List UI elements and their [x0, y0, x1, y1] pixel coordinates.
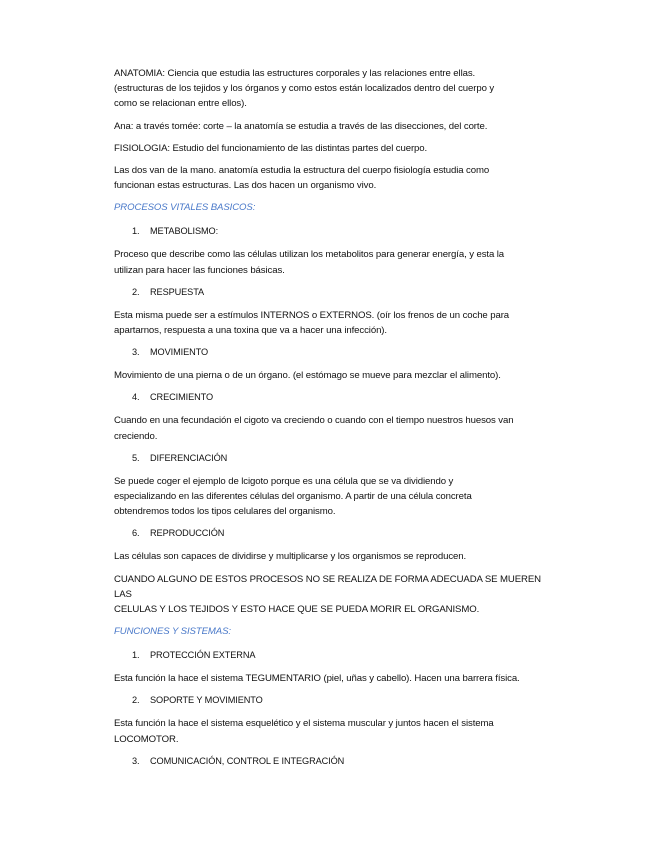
cuando-line-2: CELULAS Y LOS TEJIDOS Y ESTO HACE QUE SE PUEDA MORIR EL ORGANISMO. [114, 604, 480, 616]
list-number: 2. [132, 286, 140, 297]
crecimiento-line-2: creciendo. [114, 430, 158, 442]
soporte-line-1: Esta función la hace el sistema esquelético y el sistema muscular y juntos hacen el sistema [114, 718, 494, 730]
anatomia-line-1: ANATOMIA: Ciencia que estudia las estructures corporales y las relaciones entre ellas. [114, 68, 476, 79]
list-item-respuesta [132, 285, 544, 300]
anatomia-line-3: como se relacionan entre ellos). [114, 98, 247, 110]
ana-paragraph [114, 119, 544, 134]
list-label: COMUNICACIÓN, CONTROL E INTEGRACIÓN [150, 755, 345, 766]
list-number: 5. [132, 452, 140, 463]
list-label: DIFERENCIACIÓN [150, 452, 228, 463]
list-item-comunicacion [132, 754, 544, 769]
list-label: PROTECCIÓN EXTERNA [150, 650, 256, 661]
metabolismo-paragraph [114, 247, 544, 277]
list-label: SOPORTE Y MOVIMIENTO [150, 695, 263, 706]
funciones-heading: FUNCIONES Y SISTEMAS: [114, 626, 231, 638]
list-label: RESPUESTA [150, 286, 205, 297]
list-label: CRECIMIENTO [150, 392, 214, 403]
list-item-crecimiento [132, 390, 544, 405]
list-item-diferenciacion [132, 451, 544, 466]
respuesta-paragraph [114, 308, 544, 338]
dos-line-2: funcionan estas estructuras. Las dos hacen un organismo vivo. [114, 180, 377, 192]
movimiento-paragraph [114, 368, 544, 383]
list-label: REPRODUCCIÓN [150, 528, 225, 539]
proteccion-line: Esta función la hace el sistema TEGUMENTARIO (piel, uñas y cabello). Hacen una barrera física. [114, 673, 520, 685]
list-label: METABOLISMO: [150, 226, 219, 237]
list-item-movimiento [132, 345, 544, 360]
respuesta-line-2: apartarnos, respuesta a una toxina que va a hacer una infección). [114, 325, 387, 337]
diferenciacion-paragraph [114, 474, 544, 520]
list-number: 3. [132, 347, 140, 358]
anatomia-line-2: (estructuras de los tejidos y los órganos y como estos están localizados dentro del cuerpo y [114, 83, 495, 95]
cuando-line-1: CUANDO ALGUNO DE ESTOS PROCESOS NO SE REALIZA DE FORMA ADECUADA SE MUEREN LAS [114, 573, 542, 600]
list-number: 1. [132, 650, 140, 661]
list-number: 1. [132, 226, 140, 237]
ana-line: Ana: a través tomée: corte – la anatomía se estudia a través de las disecciones, del corte. [114, 120, 488, 132]
list-item-reproduccion [132, 526, 544, 541]
list-number: 6. [132, 528, 140, 539]
metabolismo-line-1: Proceso que describe como las células utilizan los metabolitos para generar energía, y esta la [114, 249, 505, 261]
fisiologia-paragraph [114, 141, 544, 156]
reproduccion-paragraph [114, 549, 544, 564]
dos-paragraph [114, 163, 544, 193]
reproduccion-line: Las células son capaces de dividirse y multiplicarse y los organismos se reproducen. [114, 551, 467, 563]
proteccion-paragraph [114, 671, 544, 686]
crecimiento-line-1: Cuando en una fecundación el cigoto va creciendo o cuando con el tiempo nuestros huesos van [114, 415, 514, 427]
dos-line-1: Las dos van de la mano. anatomía estudia la estructura del cuerpo fisiología estudia como [114, 165, 490, 177]
anatomia-paragraph [114, 66, 544, 112]
list-number: 3. [132, 755, 140, 766]
soporte-paragraph [114, 716, 544, 746]
diferenciacion-line-1: Se puede coger el ejemplo de lcigoto porque es una célula que se va dividiendo y [114, 475, 454, 487]
document-body [114, 66, 544, 777]
list-item-proteccion [132, 648, 544, 663]
cuando-paragraph [114, 572, 544, 618]
respuesta-line-1: Esta misma puede ser a estímulos INTERNOS o EXTERNOS. (oír los frenos de un coche para [114, 309, 510, 321]
diferenciacion-line-2: especializando en las diferentes células del organismo. A partir de una célula concreta [114, 491, 472, 503]
list-item-soporte [132, 693, 544, 708]
procesos-heading: PROCESOS VITALES BASICOS: [114, 202, 256, 214]
list-label: MOVIMIENTO [150, 347, 209, 358]
soporte-line-2: LOCOMOTOR. [114, 733, 179, 745]
movimiento-line: Movimiento de una pierna o de un órgano. (el estómago se mueve para mezclar el alimento). [114, 370, 501, 382]
crecimiento-paragraph [114, 413, 544, 443]
list-number: 2. [132, 695, 140, 706]
diferenciacion-line-3: obtendremos todos los tipos celulares del organismo. [114, 506, 336, 518]
metabolismo-line-2: utilizan para hacer las funciones básicas. [114, 264, 285, 276]
fisiologia-line: FISIOLOGIA: Estudio del funcionamiento de las distintas partes del cuerpo. [114, 142, 428, 154]
list-item-metabolismo [132, 224, 544, 239]
list-number: 4. [132, 392, 140, 403]
